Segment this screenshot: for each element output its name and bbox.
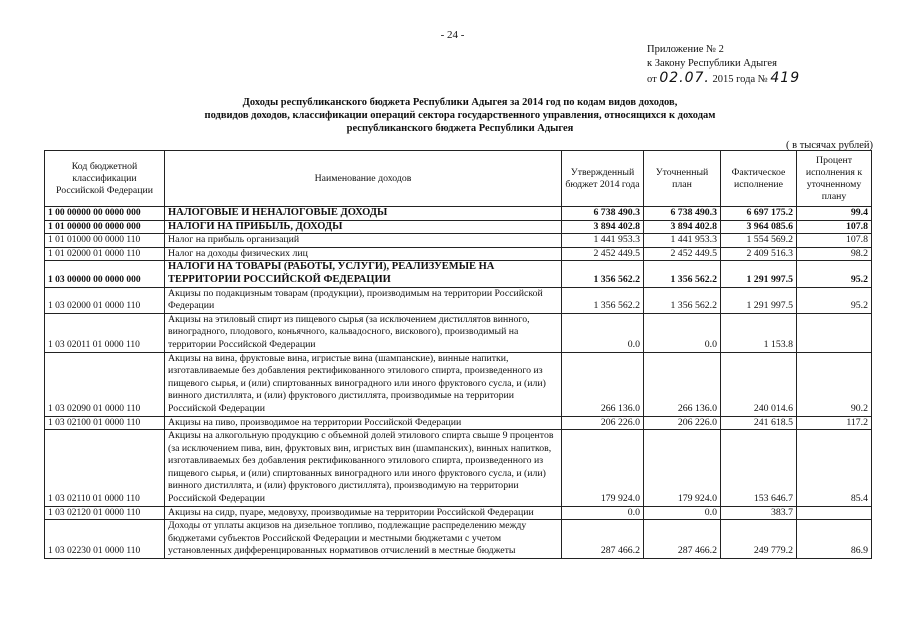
cell-name: НАЛОГОВЫЕ И НЕНАЛОГОВЫЕ ДОХОДЫ [165, 207, 562, 221]
cell-approved: 6 738 490.3 [562, 207, 644, 221]
appendix-date-prefix: от [647, 74, 657, 85]
cell-code: 1 03 02090 01 0000 110 [45, 352, 165, 416]
cell-revised: 3 894 402.8 [644, 220, 721, 234]
handwritten-number: 419 [770, 70, 801, 86]
cell-approved: 0.0 [562, 313, 644, 352]
table-row [45, 430, 872, 507]
cell-percent: 95.2 [797, 287, 872, 313]
cell-name: Налог на доходы физических лиц [165, 247, 562, 261]
appendix-line-1: Приложение № 2 [647, 44, 724, 55]
header-percent: Процент исполнения к уточненному плану [797, 151, 872, 207]
cell-name: Акцизы на алкогольную продукцию с объемной долей этилового спирта свыше 9 процентов (за исключением пива, вин, фруктовых вин, игристых вин (шампанских), винных напитков, изготавливаемых без добавления ректификованного этилового спирта, произведенного из пищевого сырья, и (или) спиртованных виноградного или иного фруктового сусла, и (или) винного дистиллята, и (или) фруктового дистиллята), производимую на территории Российской Федерации [165, 430, 562, 507]
header-revised: Уточненный план [644, 151, 721, 207]
cell-percent: 86.9 [797, 520, 872, 559]
cell-percent: 99.4 [797, 207, 872, 221]
cell-actual: 1 554 569.2 [721, 234, 797, 248]
cell-percent: 90.2 [797, 352, 872, 416]
table-row [45, 520, 872, 559]
title-line-3: республиканского бюджета Республики Адыгея [346, 123, 574, 134]
cell-percent: 107.8 [797, 234, 872, 248]
cell-approved: 179 924.0 [562, 430, 644, 507]
appendix-number-prefix: № [757, 74, 768, 85]
cell-actual: 240 014.6 [721, 352, 797, 416]
cell-percent: 117.2 [797, 416, 872, 430]
cell-approved: 1 356 562.2 [562, 287, 644, 313]
cell-actual: 3 964 085.6 [721, 220, 797, 234]
header-code: Код бюджетной классификации Российской Федерации [45, 151, 165, 207]
header-approved: Утвержденный бюджет 2014 года [562, 151, 644, 207]
cell-name: Налог на прибыль организаций [165, 234, 562, 248]
cell-code: 1 03 02230 01 0000 110 [45, 520, 165, 559]
cell-code: 1 03 02110 01 0000 110 [45, 430, 165, 507]
table-row [45, 352, 872, 416]
cell-actual: 241 618.5 [721, 416, 797, 430]
cell-approved: 206 226.0 [562, 416, 644, 430]
title-line-2: подвидов доходов, классификации операций сектора государственного управления, относящихся к доходам [204, 110, 716, 121]
cell-percent: 107.8 [797, 220, 872, 234]
table-row [45, 207, 872, 221]
cell-approved: 266 136.0 [562, 352, 644, 416]
page-number: - 24 - [440, 29, 465, 41]
cell-name: НАЛОГИ НА ПРИБЫЛЬ, ДОХОДЫ [165, 220, 562, 234]
cell-revised: 0.0 [644, 313, 721, 352]
cell-approved: 0.0 [562, 506, 644, 520]
table-row [45, 261, 872, 287]
cell-code: 1 03 02120 01 0000 110 [45, 506, 165, 520]
cell-approved: 2 452 449.5 [562, 247, 644, 261]
appendix-line-2: к Закону Республики Адыгея [647, 58, 777, 69]
handwritten-date: 02.07. [659, 70, 710, 86]
cell-name: Акцизы на пиво, производимое на территории Российской Федерации [165, 416, 562, 430]
cell-code: 1 01 00000 00 0000 000 [45, 220, 165, 234]
cell-actual: 153 646.7 [721, 430, 797, 507]
cell-name: Акцизы по подакцизным товарам (продукции), производимым на территории Российской Федерации [165, 287, 562, 313]
cell-percent [797, 506, 872, 520]
cell-name: НАЛОГИ НА ТОВАРЫ (РАБОТЫ, УСЛУГИ), РЕАЛИЗУЕМЫЕ НА ТЕРРИТОРИИ РОССИЙСКОЙ ФЕДЕРАЦИИ [165, 261, 562, 287]
appendix-header [647, 43, 800, 87]
cell-actual: 2 409 516.3 [721, 247, 797, 261]
table-body [45, 207, 872, 559]
header-name: Наименование доходов [165, 151, 562, 207]
cell-revised: 0.0 [644, 506, 721, 520]
cell-percent: 85.4 [797, 430, 872, 507]
cell-actual: 1 291 997.5 [721, 261, 797, 287]
cell-approved: 287 466.2 [562, 520, 644, 559]
title-line-1: Доходы республиканского бюджета Республики Адыгея за 2014 год по кодам видов доходов, [242, 97, 678, 108]
cell-revised: 266 136.0 [644, 352, 721, 416]
cell-approved: 1 441 953.3 [562, 234, 644, 248]
cell-percent [797, 313, 872, 352]
cell-revised: 2 452 449.5 [644, 247, 721, 261]
income-table [44, 150, 872, 559]
table-header-row [45, 151, 872, 207]
cell-actual: 6 697 175.2 [721, 207, 797, 221]
appendix-year: 2015 года [712, 74, 756, 85]
table-row [45, 287, 872, 313]
cell-revised: 1 356 562.2 [644, 261, 721, 287]
cell-approved: 1 356 562.2 [562, 261, 644, 287]
cell-code: 1 00 00000 00 0000 000 [45, 207, 165, 221]
table-row [45, 247, 872, 261]
cell-approved: 3 894 402.8 [562, 220, 644, 234]
cell-revised: 1 356 562.2 [644, 287, 721, 313]
cell-revised: 6 738 490.3 [644, 207, 721, 221]
cell-revised: 206 226.0 [644, 416, 721, 430]
table-row [45, 234, 872, 248]
cell-revised: 179 924.0 [644, 430, 721, 507]
cell-name: Акцизы на сидр, пуаре, медовуху, производимые на территории Российской Федерации [165, 506, 562, 520]
table-row [45, 313, 872, 352]
cell-code: 1 03 02000 01 0000 110 [45, 287, 165, 313]
header-actual: Фактическое исполнение [721, 151, 797, 207]
cell-revised: 287 466.2 [644, 520, 721, 559]
cell-name: Доходы от уплаты акцизов на дизельное топливо, подлежащие распределению между бюджетами субъектов Российской Федерации и местными бюджетами с учетом установленных дифференцированных нормативов отчислений в местные бюджеты [165, 520, 562, 559]
table-row [45, 416, 872, 430]
cell-name: Акцизы на этиловый спирт из пищевого сырья (за исключением дистиллятов винного, виноградного, плодового, коньячного, кальвадосного, вискового), производимый на территории Российской Федерации [165, 313, 562, 352]
cell-name: Акцизы на вина, фруктовые вина, игристые вина (шампанские), винные напитки, изготавливаемые без добавления ректификованного этилового спирта, произведенного из пищевого сырья, и (или) спиртованных виноградного или иного фруктового сусла, и (или) винного дистиллята, и (или) фруктового дистиллята, производимые на территории Российской Федерации [165, 352, 562, 416]
cell-actual: 249 779.2 [721, 520, 797, 559]
units-note: ( в тысячах рублей) [786, 140, 873, 151]
cell-revised: 1 441 953.3 [644, 234, 721, 248]
cell-code: 1 03 02100 01 0000 110 [45, 416, 165, 430]
cell-code: 1 03 02011 01 0000 110 [45, 313, 165, 352]
cell-actual: 1 291 997.5 [721, 287, 797, 313]
cell-code: 1 01 02000 01 0000 110 [45, 247, 165, 261]
appendix-line-3 [647, 71, 800, 87]
table-row [45, 220, 872, 234]
document-title [160, 96, 760, 135]
cell-code: 1 01 01000 00 0000 110 [45, 234, 165, 248]
cell-actual: 1 153.8 [721, 313, 797, 352]
cell-percent: 98.2 [797, 247, 872, 261]
cell-code: 1 03 00000 00 0000 000 [45, 261, 165, 287]
table-row [45, 506, 872, 520]
cell-percent: 95.2 [797, 261, 872, 287]
cell-actual: 383.7 [721, 506, 797, 520]
